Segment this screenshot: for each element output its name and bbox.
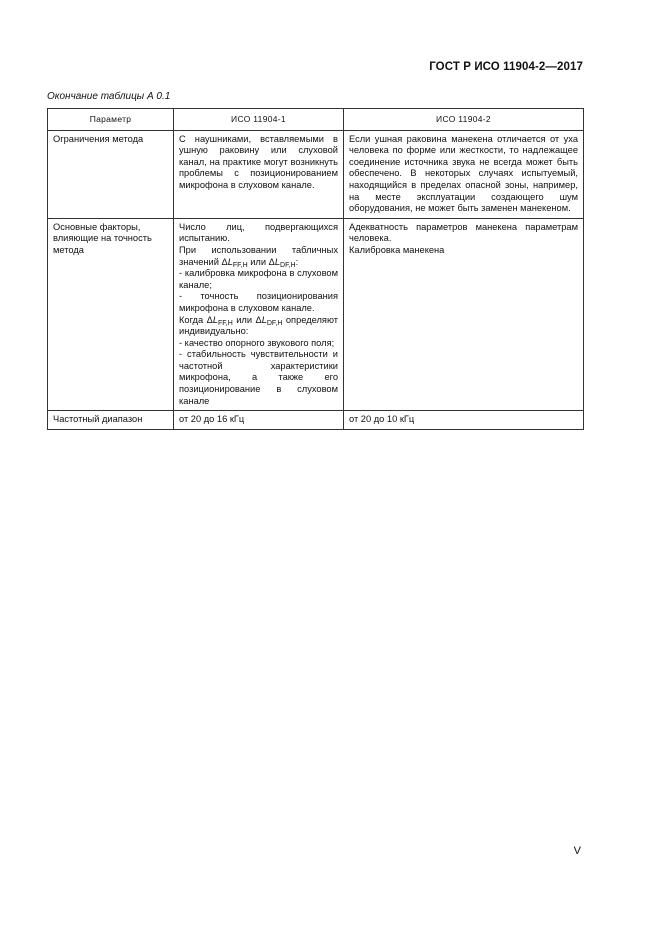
column-header-parameter: Параметр [48,109,174,131]
iso2-factor-manikin-adequacy: Адекватность параметров манекена параметрам человека. [349,221,578,244]
cell-iso2-method-limitations: Если ушная раковина манекена отличается от уха человека по форме или жесткости, то надлежащее соединение источника звука не всегда может быть обеспечено. В некоторых случаях испытуемый, находящийся в пределах опасной зоны, например, на месте эксплуатации создающего шум оборудования, не может быть заменен манекеном. [344,130,584,218]
iso2-factor-manikin-calibration: Калибровка манекена [349,244,445,255]
iso1-factor-reference-field: - качество опорного звукового поля; [179,337,335,348]
table-row-frequency-range [48,411,584,430]
cell-parameter-method-limitations: Ограничения метода [48,130,174,218]
document-header-standard-id: ГОСТ Р ИСО 11904-2—2017 [429,61,583,73]
iso1-factor-individual: Когда $\Delta L_{FF,H}$ или $\Delta L_{DF,H}$ определяют индивидуально: [179,314,338,337]
iso1-factor-mic-calibration: - калибровка микрофона в слуховом канале; [179,268,338,290]
cell-iso2-frequency-range: от 20 до 10 кГц [344,411,584,430]
table-row-accuracy-factors [48,218,584,411]
cell-parameter-accuracy-factors: Основные факторы, влияющие на точность метода [48,218,174,411]
iso1-factor-table-values: При использовании табличных значений $\Delta L_{FF,H}$ или $\Delta L_{DF,H}$: [179,244,338,269]
cell-iso1-frequency-range: от 20 до 16 кГц [174,411,344,430]
table-header-row [48,109,584,131]
cell-parameter-frequency-range: Частотный диапазон [48,411,174,430]
comparison-table [47,108,584,430]
iso1-factor-mic-stability: - стабильность чувствительности и частотной характеристики микрофона, а также его позиционирование в слуховом канале [179,349,338,406]
iso1-factor-persons: Число лиц, подвергающихся испытанию. [179,221,338,244]
column-header-iso-11904-2: ИСО 11904-2 [344,109,584,131]
cell-iso1-accuracy-factors [174,218,344,411]
cell-iso1-method-limitations: С наушниками, вставляемыми в ушную раковину или слуховой канал, на практике могут возникнуть проблемы с позиционированием микрофона в слуховом канале. [174,130,344,218]
iso1-factor-positioning-accuracy: - точность позиционирования микрофона в слуховом канале. [179,291,338,313]
table-row-method-limitations [48,130,584,218]
page-number: V [573,845,581,857]
column-header-iso-11904-1: ИСО 11904-1 [174,109,344,131]
table-caption: Окончание таблицы А 0.1 [47,91,171,102]
cell-iso2-accuracy-factors [344,218,584,411]
